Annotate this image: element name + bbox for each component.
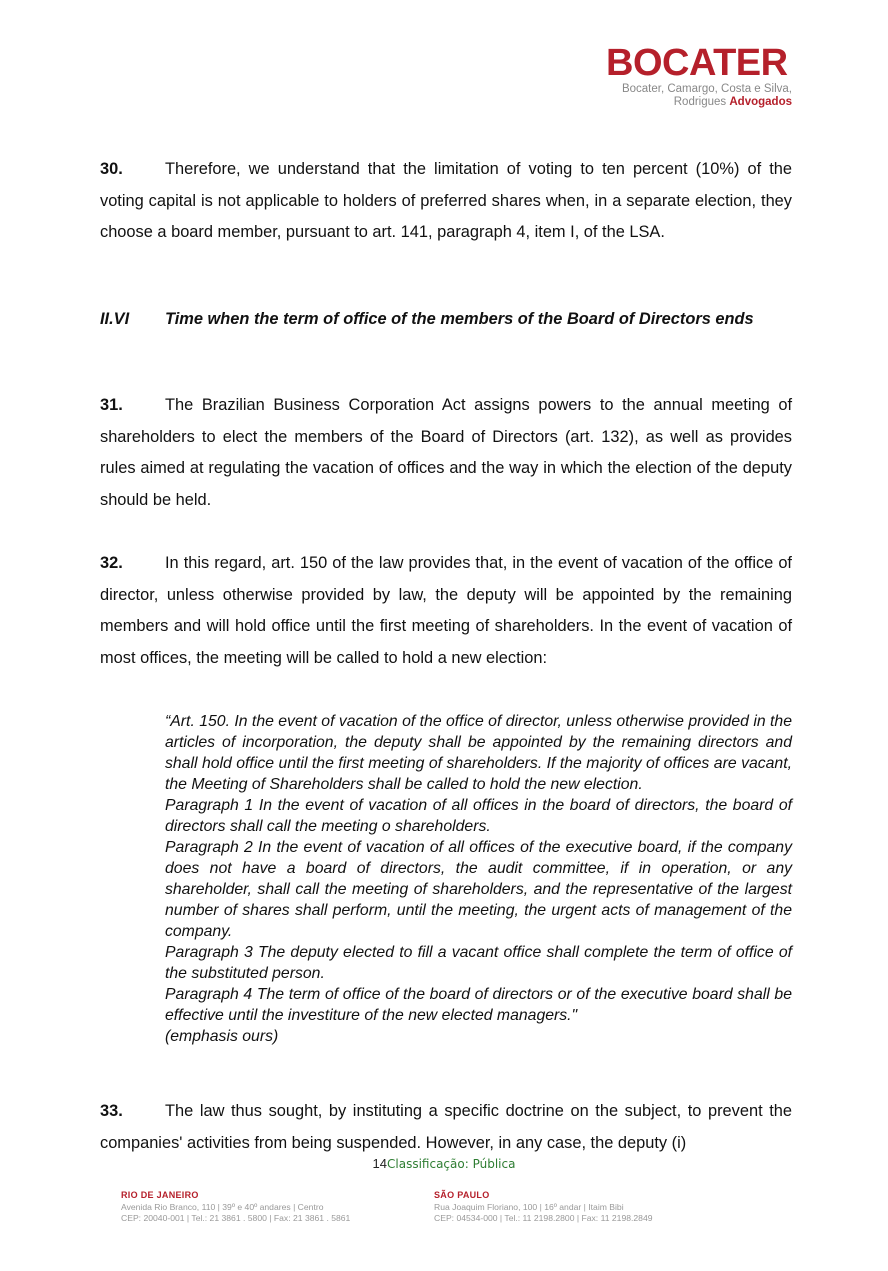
quote-paragraph-1: Paragraph 1 In the event of vacation of all offices in the board of directors, the board of directors shall call the meeting o shareholders. <box>165 797 792 835</box>
paragraph-text: The law thus sought, by instituting a specific doctrine on the subject, to prevent the companies' activities from being suspended. However, in any case, the deputy (i) <box>100 1102 792 1152</box>
logo-subtitle-accent: Advogados <box>729 96 792 108</box>
paragraph-text: In this regard, art. 150 of the law provides that, in the event of vacation of the office of director, unless otherwise provided by law, the deputy will be appointed by the remaining members and will hold office until the first meeting of shareholders. In the event of vacation of most offices, the meeting will be called to hold a new election: <box>100 554 792 667</box>
paragraph-31 <box>100 390 792 516</box>
paragraph-30 <box>100 154 792 249</box>
office-address-line2: CEP: 04534-000 | Tel.: 11 2198.2800 | Fax: 11 2198.2849 <box>434 1213 653 1223</box>
paragraph-number: 30. <box>100 160 123 178</box>
firm-logo <box>606 44 792 109</box>
logo-subtitle-line2 <box>606 96 792 109</box>
office-address-line2: CEP: 20040-001 | Tel.: 21 3861 . 5800 | Fax: 21 3861 . 5861 <box>121 1213 351 1223</box>
section-title: Time when the term of office of the members of the Board of Directors ends <box>165 310 754 328</box>
law-quotation <box>165 711 792 1047</box>
paragraph-number: 32. <box>100 554 123 572</box>
paragraph-text: The Brazilian Business Corporation Act assigns powers to the annual meeting of shareholders to elect the members of the Board of Directors (art. 132), as well as provides rules aimed at regulating the vacation of offices and the way in which the election of the deputy should be held. <box>100 396 792 509</box>
quote-emphasis-note: (emphasis ours) <box>165 1028 279 1045</box>
office-city: SÃO PAULO <box>434 1190 490 1200</box>
office-address-line1: Avenida Rio Branco, 110 | 39º e 40º andares | Centro <box>121 1201 324 1212</box>
office-address-sao-paulo <box>434 1190 653 1225</box>
section-heading <box>100 304 792 336</box>
quote-paragraph-3: Paragraph 3 The deputy elected to fill a vacant office shall complete the term of office of the substituted person. <box>165 944 792 982</box>
section-number: II.VI <box>100 310 130 328</box>
quote-paragraph-2: Paragraph 2 In the event of vacation of all offices of the executive board, if the company does not have a board of directors, the audit committee, if in operation, or any shareholder, shall call the meeting of shareholders, and the representative of the largest number of shares shall perform, until the meeting, the urgent acts of management of the company. <box>165 839 792 940</box>
classification-label: Classificação: Pública <box>387 1157 516 1171</box>
quote-paragraph-4: Paragraph 4 The term of office of the board of directors or of the executive board shall be effective until the investiture of the new elected managers." <box>165 986 792 1024</box>
office-address-line1: Rua Joaquim Floriano, 100 | 16º andar | Itaim Bibi <box>434 1201 624 1212</box>
logo-subtitle <box>606 83 792 109</box>
page-number: 14 <box>372 1156 388 1171</box>
logo-subtitle-plain: Rodrigues <box>673 96 730 108</box>
paragraph-number: 33. <box>100 1102 123 1120</box>
paragraph-33 <box>100 1096 792 1159</box>
office-address-rio <box>121 1190 350 1225</box>
office-city: RIO DE JANEIRO <box>121 1190 199 1200</box>
paragraph-number: 31. <box>100 396 123 414</box>
paragraph-text: Therefore, we understand that the limitation of voting to ten percent (10%) of the voting capital is not applicable to holders of preferred shares when, in a separate election, they choose a board member, pursuant to art. 141, paragraph 4, item I, of the LSA. <box>100 160 792 241</box>
logo-wordmark: BOCATER <box>606 42 788 84</box>
quote-art-150: “Art. 150. In the event of vacation of the office of director, unless otherwise provided in the articles of incorporation, the deputy shall be appointed by the remaining directors and shall hold office until the first meeting of shareholders. If the majority of offices are vacant, the Meeting of Shareholders shall be called to hold the new election. <box>165 713 792 793</box>
paragraph-32 <box>100 548 792 674</box>
page-footer-center <box>0 1156 888 1171</box>
logo-subtitle-line1: Bocater, Camargo, Costa e Silva, <box>621 83 792 95</box>
